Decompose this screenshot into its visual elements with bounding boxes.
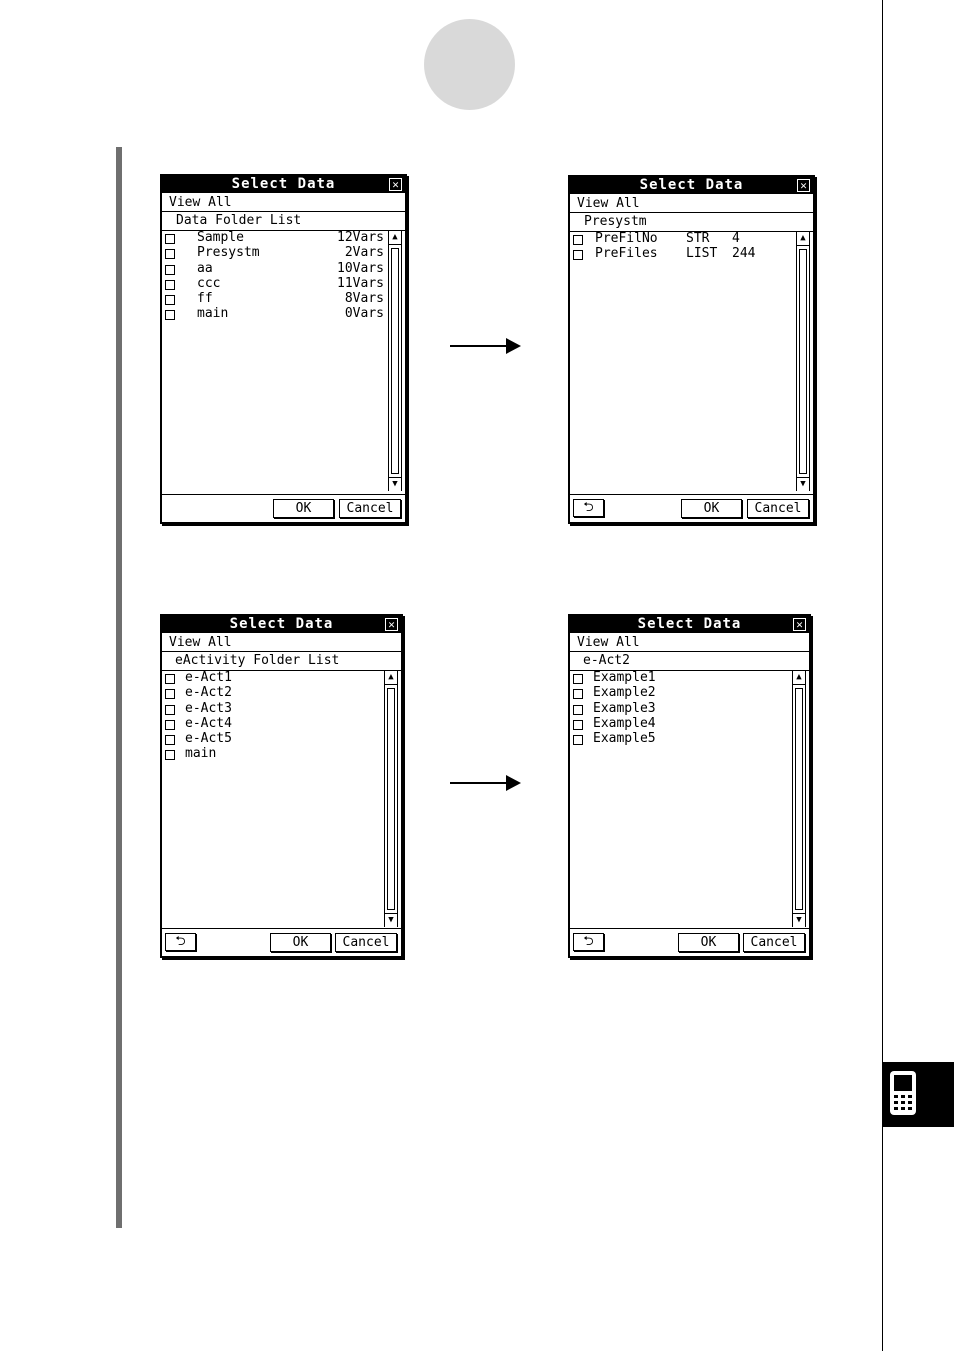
- ok-button[interactable]: OK: [270, 933, 331, 952]
- list-item[interactable]: Example1: [570, 671, 792, 686]
- close-icon[interactable]: ✕: [389, 178, 402, 191]
- list-item[interactable]: Sample 12Vars: [162, 231, 387, 246]
- list-item[interactable]: Example2: [570, 686, 792, 701]
- checkbox[interactable]: [573, 674, 583, 684]
- chapter-tab: [883, 1062, 954, 1127]
- dialog-title: Select Data: [162, 176, 405, 193]
- checkbox[interactable]: [165, 295, 175, 305]
- margin-bar: [116, 147, 122, 1228]
- checkbox[interactable]: [573, 689, 583, 699]
- folder-list-header: Data Folder List: [162, 212, 405, 231]
- list-item[interactable]: Presystm 2Vars: [162, 246, 387, 261]
- view-all-menu[interactable]: View All: [162, 634, 401, 652]
- scroll-up-icon[interactable]: ▲: [793, 671, 805, 685]
- checkbox[interactable]: [573, 235, 583, 245]
- folder-name-header: Presystm: [570, 213, 813, 232]
- checkbox[interactable]: [165, 234, 175, 244]
- back-arrow-icon[interactable]: ⮌: [165, 933, 196, 951]
- checkbox[interactable]: [165, 280, 175, 290]
- variable-list: [570, 232, 795, 263]
- close-icon[interactable]: ✕: [793, 618, 806, 631]
- checkbox[interactable]: [165, 674, 175, 684]
- list-item[interactable]: e-Act4: [162, 717, 384, 732]
- folder-list: [162, 231, 387, 323]
- scroll-down-icon[interactable]: ▼: [389, 477, 401, 491]
- checkbox[interactable]: [573, 705, 583, 715]
- checkbox[interactable]: [165, 310, 175, 320]
- scroll-down-icon[interactable]: ▼: [797, 477, 809, 491]
- select-data-dialog: [160, 614, 403, 958]
- scrollbar[interactable]: [384, 671, 398, 927]
- list-item[interactable]: aa 10Vars: [162, 262, 387, 277]
- checkbox[interactable]: [165, 720, 175, 730]
- dialog-title: Select Data: [570, 177, 813, 194]
- view-all-menu[interactable]: View All: [570, 634, 809, 652]
- ok-button[interactable]: OK: [273, 499, 334, 518]
- scroll-down-icon[interactable]: ▼: [385, 913, 397, 927]
- chapter-circle: [424, 19, 515, 110]
- checkbox[interactable]: [165, 735, 175, 745]
- back-arrow-icon[interactable]: ⮌: [573, 499, 604, 517]
- list-item[interactable]: Example3: [570, 702, 792, 717]
- list-item[interactable]: e-Act5: [162, 732, 384, 747]
- file-list: [570, 671, 792, 747]
- list-item[interactable]: ff 8Vars: [162, 292, 387, 307]
- scrollbar[interactable]: [796, 232, 810, 491]
- list-item[interactable]: Example5: [570, 732, 792, 747]
- select-data-dialog: [568, 175, 815, 524]
- list-item[interactable]: ccc 11Vars: [162, 277, 387, 292]
- cancel-button[interactable]: Cancel: [743, 933, 805, 952]
- select-data-dialog: [568, 614, 811, 958]
- checkbox[interactable]: [573, 250, 583, 260]
- calculator-icon: [888, 1069, 918, 1117]
- checkbox[interactable]: [573, 720, 583, 730]
- checkbox[interactable]: [165, 750, 175, 760]
- scroll-up-icon[interactable]: ▲: [797, 232, 809, 246]
- list-item[interactable]: e-Act1: [162, 671, 384, 686]
- folder-list-header: eActivity Folder List: [162, 652, 401, 671]
- list-item[interactable]: PreFilNo STR 4: [570, 232, 795, 247]
- scroll-down-icon[interactable]: ▼: [793, 913, 805, 927]
- scroll-up-icon[interactable]: ▲: [385, 671, 397, 685]
- close-icon[interactable]: ✕: [797, 179, 810, 192]
- checkbox[interactable]: [165, 705, 175, 715]
- dialog-title: Select Data: [162, 616, 401, 633]
- checkbox[interactable]: [165, 689, 175, 699]
- arrow-right-icon: [450, 338, 522, 354]
- cancel-button[interactable]: Cancel: [335, 933, 397, 952]
- ok-button[interactable]: OK: [681, 499, 742, 518]
- list-item[interactable]: PreFiles LIST 244: [570, 247, 795, 262]
- dialog-footer: [570, 928, 809, 956]
- view-all-menu[interactable]: View All: [570, 195, 813, 213]
- select-data-dialog: [160, 174, 407, 524]
- view-all-menu[interactable]: View All: [162, 194, 405, 212]
- list-item[interactable]: main: [162, 747, 384, 762]
- dialog-footer: [570, 494, 813, 522]
- checkbox[interactable]: [573, 735, 583, 745]
- checkbox[interactable]: [165, 249, 175, 259]
- scrollbar[interactable]: [388, 231, 402, 491]
- ok-button[interactable]: OK: [678, 933, 739, 952]
- page-edge-rule: [882, 0, 883, 1351]
- scroll-up-icon[interactable]: ▲: [389, 231, 401, 245]
- list-item[interactable]: e-Act2: [162, 686, 384, 701]
- close-icon[interactable]: ✕: [385, 618, 398, 631]
- list-item[interactable]: e-Act3: [162, 702, 384, 717]
- cancel-button[interactable]: Cancel: [339, 499, 401, 518]
- back-arrow-icon[interactable]: ⮌: [573, 933, 604, 951]
- folder-name-header: e-Act2: [570, 652, 809, 671]
- arrow-right-icon: [450, 775, 522, 791]
- list-item[interactable]: main 0Vars: [162, 307, 387, 322]
- scrollbar[interactable]: [792, 671, 806, 927]
- checkbox[interactable]: [165, 265, 175, 275]
- folder-list: [162, 671, 384, 763]
- dialog-title: Select Data: [570, 616, 809, 633]
- list-item[interactable]: Example4: [570, 717, 792, 732]
- dialog-footer: [162, 494, 405, 522]
- cancel-button[interactable]: Cancel: [747, 499, 809, 518]
- dialog-footer: [162, 928, 401, 956]
